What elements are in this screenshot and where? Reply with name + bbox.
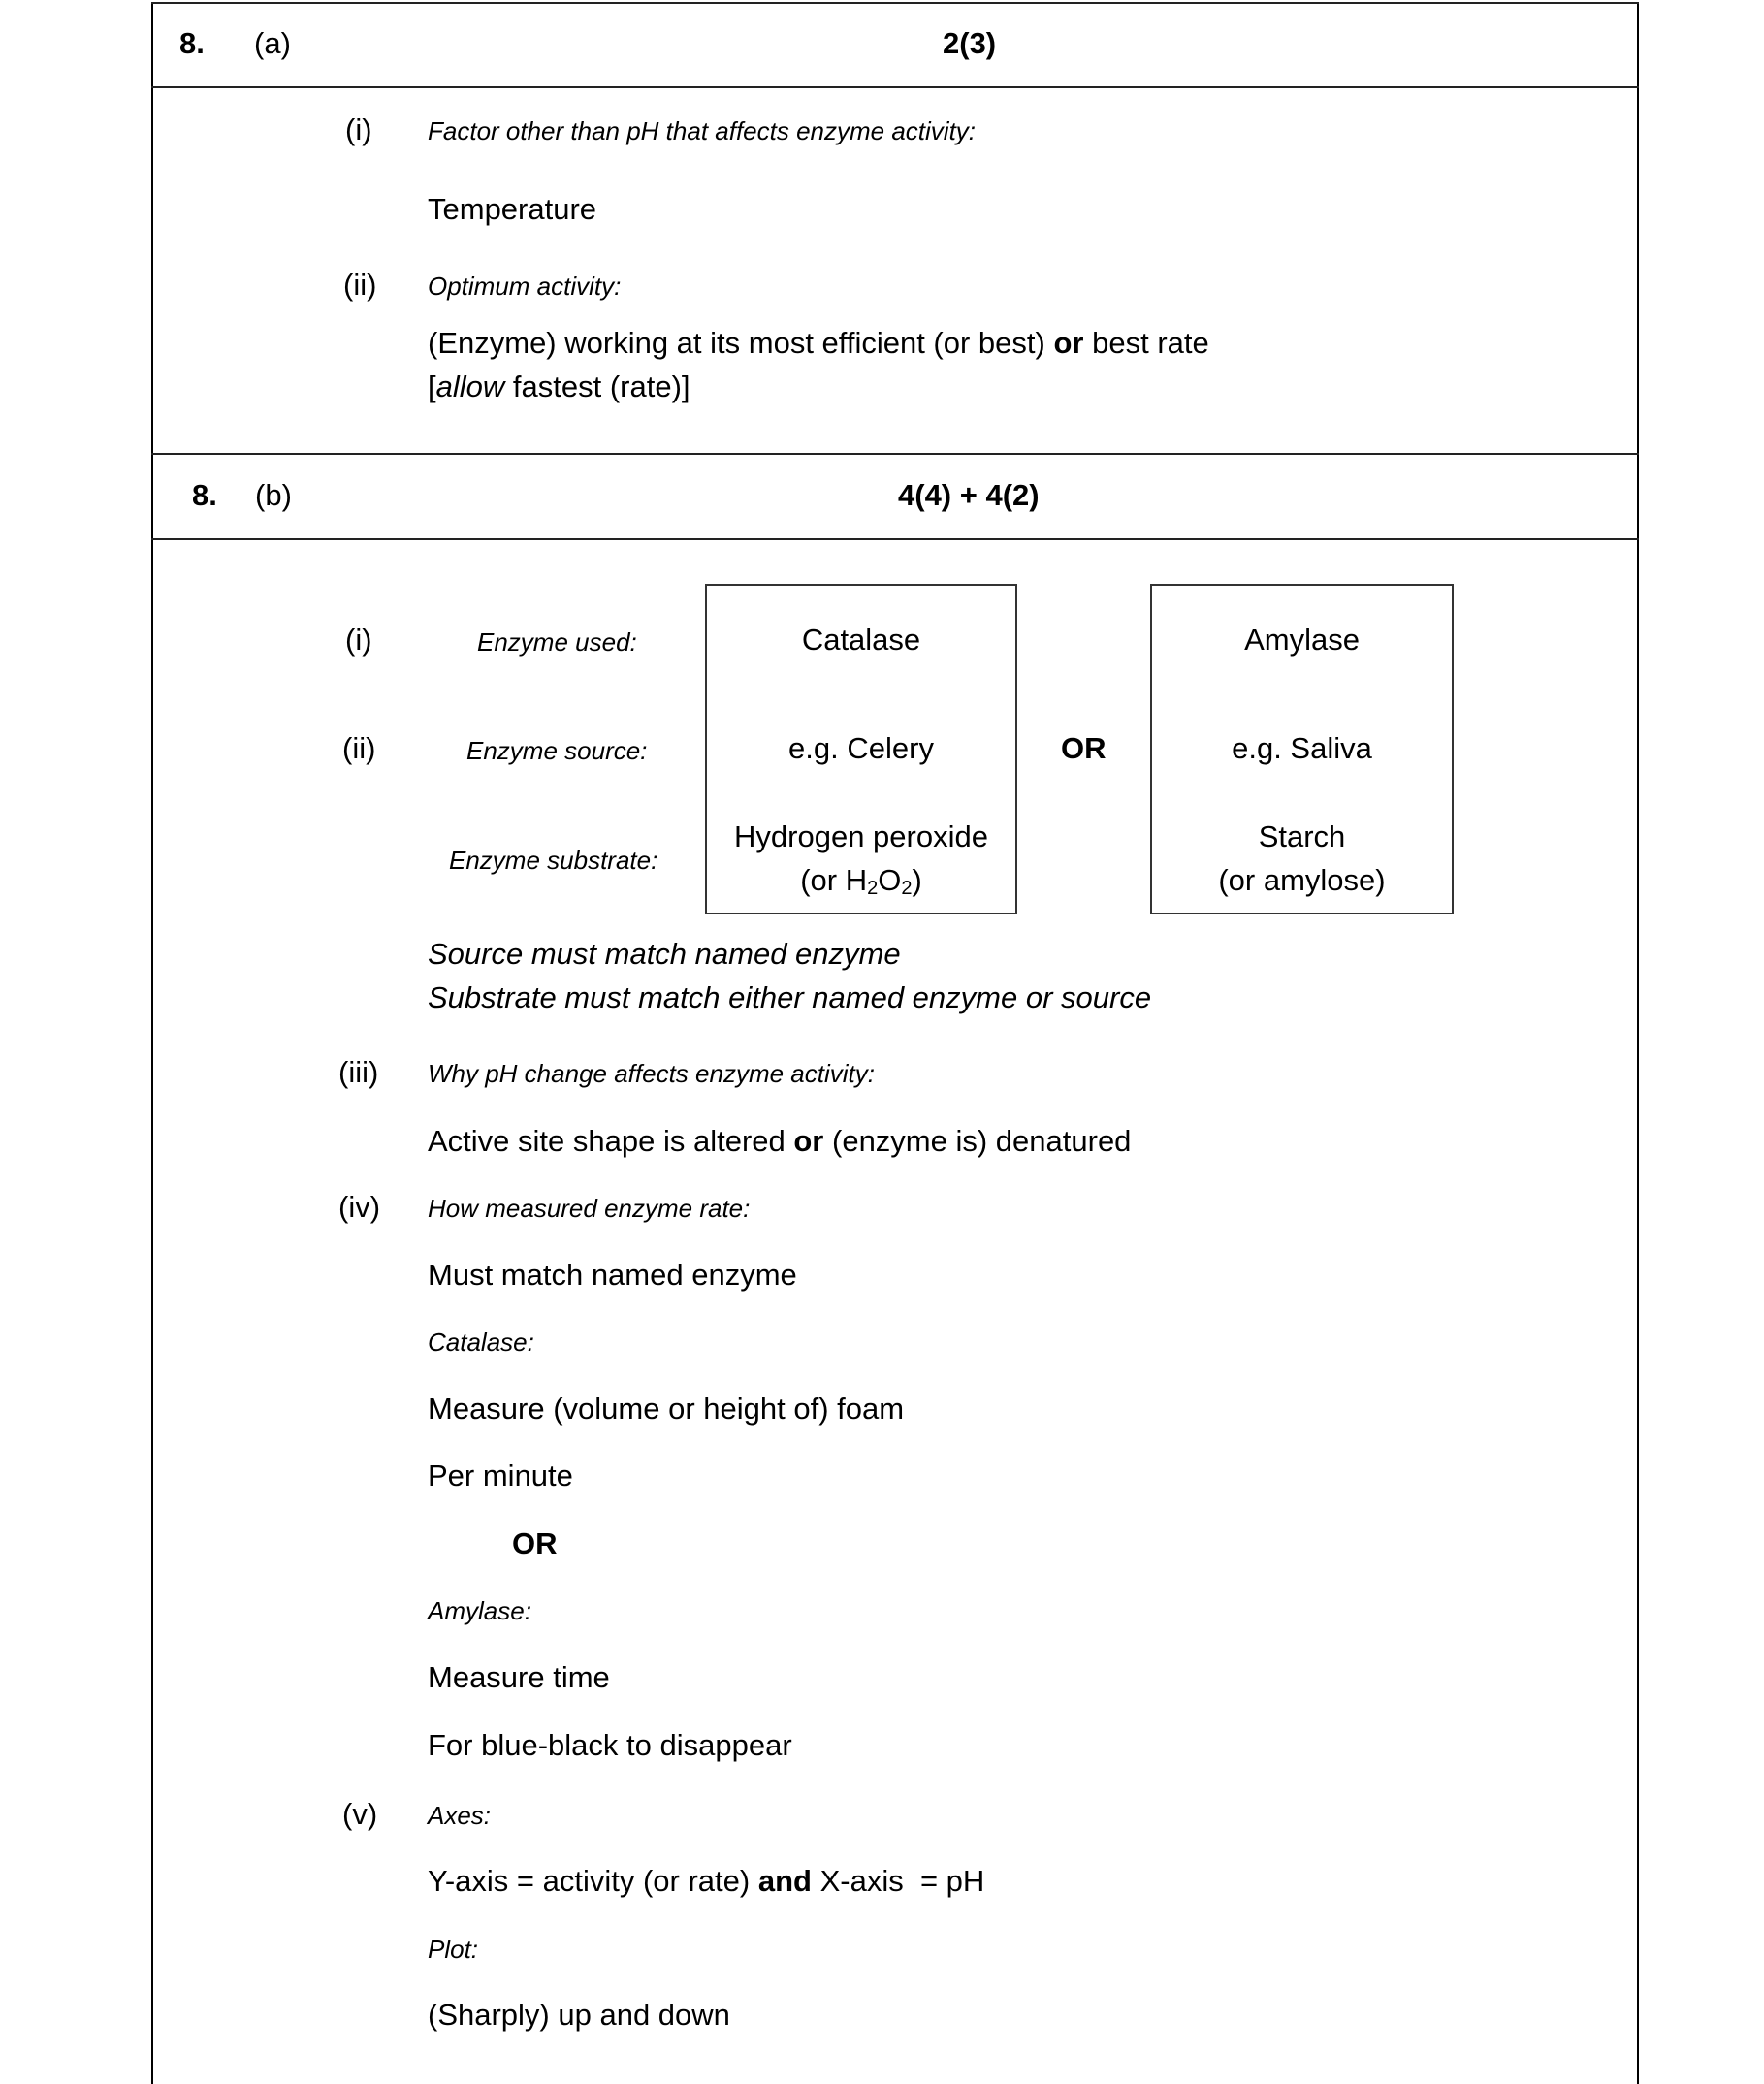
option-substrate-line2: (or $H_2O_2$) xyxy=(800,863,922,899)
item-numeral: (iii) xyxy=(338,1055,379,1089)
option-box-amylase xyxy=(1150,584,1454,914)
allow-note: [allow fastest (rate)] xyxy=(428,369,690,403)
catalase-method-line: Measure (volume or height of) foam xyxy=(428,1392,905,1426)
amylase-label: Amylase: xyxy=(428,1596,531,1625)
section-b-header-divider xyxy=(151,538,1639,540)
label-enzyme-source: Enzyme source: xyxy=(466,736,648,765)
table-right-border xyxy=(1637,2,1639,2084)
label-enzyme-used: Enzyme used: xyxy=(477,627,637,657)
option-source: e.g. Celery xyxy=(788,731,934,765)
item-numeral: (i) xyxy=(345,112,372,146)
amylase-method-line: Measure time xyxy=(428,1660,610,1694)
item-numeral: (v) xyxy=(342,1797,378,1831)
item-prompt: Factor other than pH that affects enzyme activity: xyxy=(428,116,977,145)
option-substrate-line1: Hydrogen peroxide xyxy=(734,819,988,853)
item-answer: Temperature xyxy=(428,192,597,226)
option-enzyme: Amylase xyxy=(1244,623,1360,657)
axes-answer: Y-axis = activity (or rate) and X-axis = pH xyxy=(428,1864,985,1898)
table-left-border xyxy=(151,2,153,2084)
section-b-top-divider xyxy=(151,453,1639,455)
question-part: (a) xyxy=(254,26,291,60)
plot-answer: (Sharply) up and down xyxy=(428,1998,730,2032)
row-numeral: (ii) xyxy=(342,731,376,765)
plot-label: Plot: xyxy=(428,1935,479,1964)
amylase-method-line: For blue-black to disappear xyxy=(428,1728,792,1762)
catalase-method-line: Per minute xyxy=(428,1459,573,1492)
item-numeral: (ii) xyxy=(343,268,377,302)
item-answer: (Enzyme) working at its most efficient (or best) or best rate xyxy=(428,326,1209,360)
label-enzyme-substrate: Enzyme substrate: xyxy=(449,846,658,875)
option-substrate-line2: (or amylose) xyxy=(1218,863,1386,897)
option-source: e.g. Saliva xyxy=(1232,731,1372,765)
note-line: Substrate must match either named enzyme or source xyxy=(428,980,1152,1014)
axes-label: Axes: xyxy=(428,1801,492,1830)
option-box-catalase xyxy=(705,584,1017,914)
question-part: (b) xyxy=(255,478,292,512)
item-numeral: (iv) xyxy=(338,1190,381,1224)
or-separator: OR xyxy=(512,1526,558,1560)
item-prompt: Optimum activity: xyxy=(428,272,622,301)
question-number: 8. xyxy=(192,478,217,512)
marks-allocation: 4(4) + 4(2) xyxy=(898,478,1040,512)
section-a-header-divider xyxy=(151,86,1639,88)
item-answer: Active site shape is altered or (enzyme is) denatured xyxy=(428,1124,1132,1158)
item-prompt: Why pH change affects enzyme activity: xyxy=(428,1059,875,1088)
item-answer: Must match named enzyme xyxy=(428,1258,797,1292)
catalase-label: Catalase: xyxy=(428,1328,534,1357)
option-substrate-line1: Starch xyxy=(1258,819,1346,853)
table-top-border xyxy=(151,2,1639,4)
note-line: Source must match named enzyme xyxy=(428,937,901,971)
option-enzyme: Catalase xyxy=(801,623,921,657)
row-numeral: (i) xyxy=(345,623,372,657)
question-number: 8. xyxy=(179,26,205,60)
item-prompt: How measured enzyme rate: xyxy=(428,1194,751,1223)
or-separator: OR xyxy=(1061,731,1107,765)
marks-allocation: 2(3) xyxy=(943,26,997,60)
